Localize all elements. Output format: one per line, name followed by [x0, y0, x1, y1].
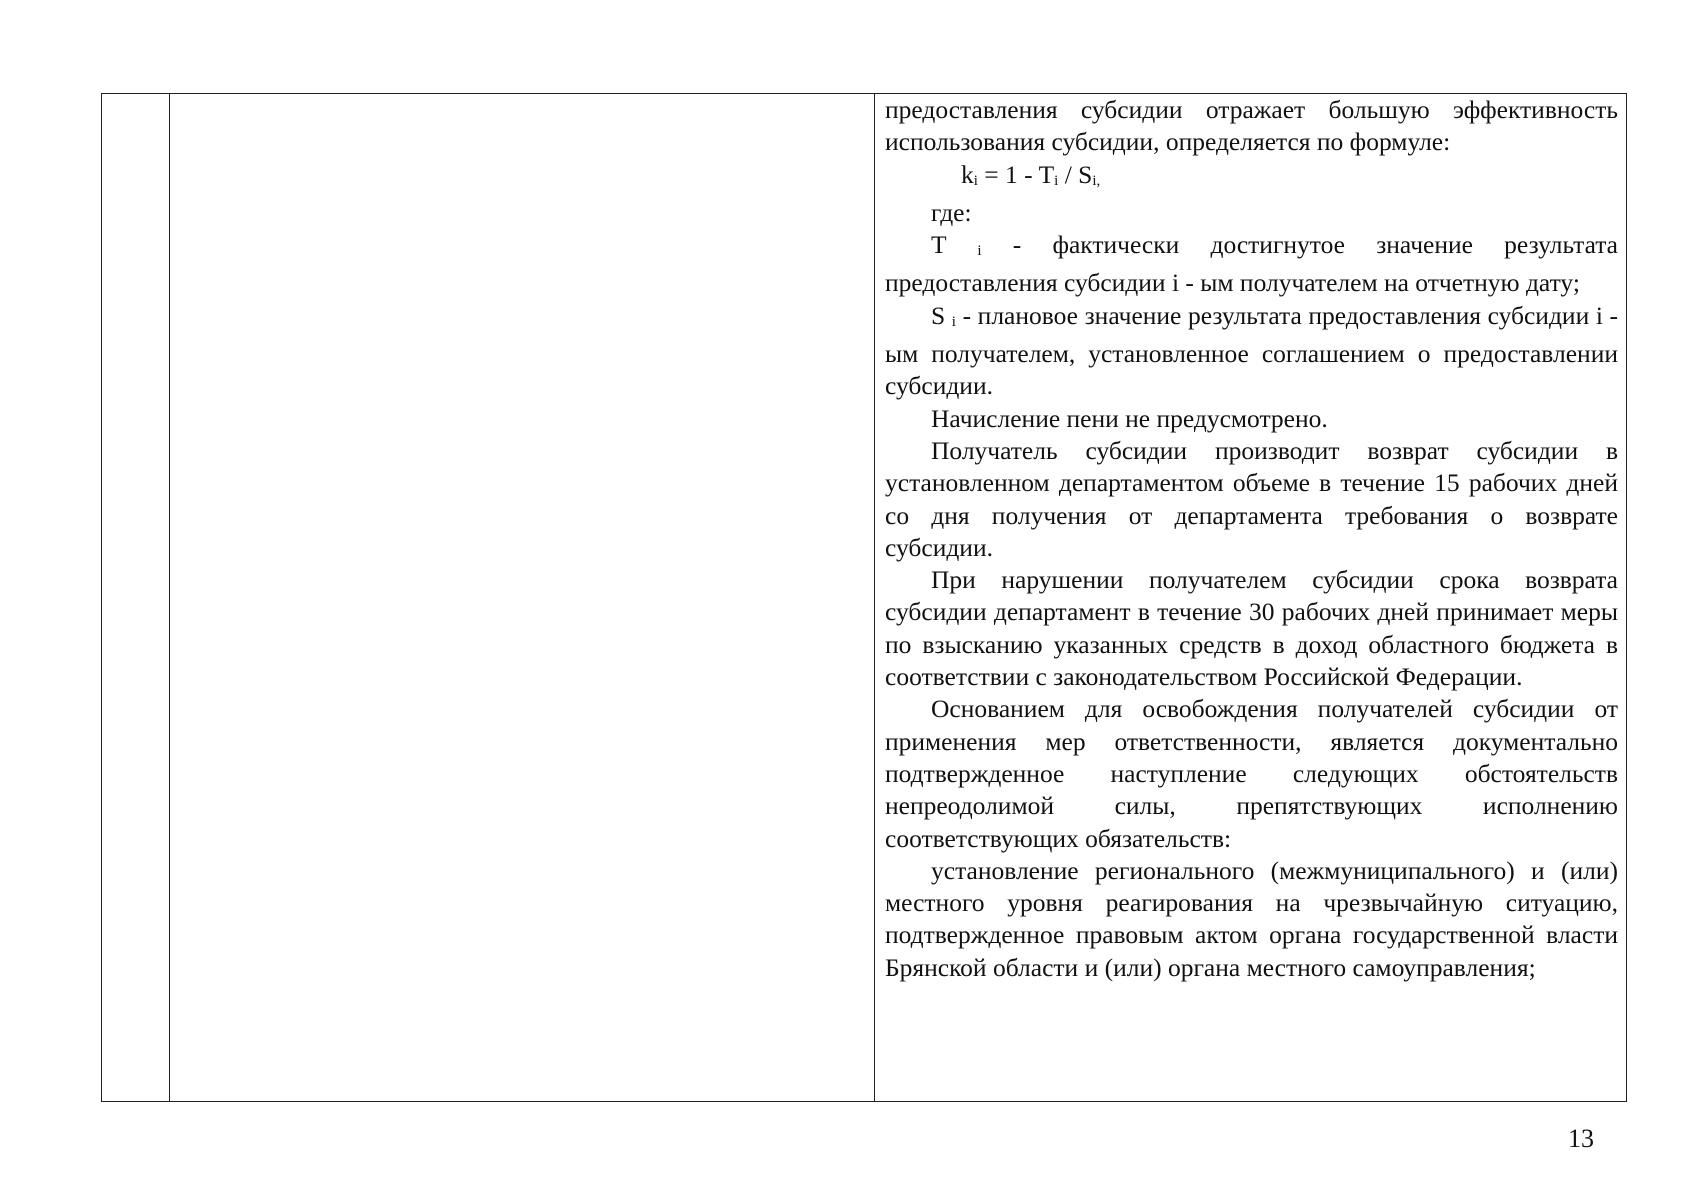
column-divider-content [874, 94, 875, 1101]
refund-paragraph: Получатель субсидии производит возврат субсидии в установленном департаментом объеме в течение 15 рабочих дней со дня получения от департамента требования о возврате субсидии. [885, 435, 1618, 562]
t-definition: T $_i$ - фактически достигнутое значение результата предоставления субсидии i - ым получателем на отчетную дату; [885, 230, 1618, 298]
violation-paragraph: При нарушении получателем субсидии срока возврата субсидии департамент в течение 30 рабочих дней принимает меры по взысканию указанных средств в доход областного бюджета в соответствии с законодательством Российской Федерации. [885, 565, 1618, 692]
exemption-paragraph: Основанием для освобождения получателей субсидии от применения мер ответственности, является документально подтвержденное наступление следующих обстоятельств непреодолимой силы, препятствующих исполнению соответствующих обязательств: [885, 694, 1618, 853]
table-text-cell [885, 94, 1618, 984]
penalty-paragraph: Начисление пени не предусмотрено. [931, 403, 1328, 433]
page-number: 13 [1568, 1124, 1594, 1153]
column-divider-number [169, 94, 170, 1101]
intro-paragraph: предоставления субсидии отражает большую эффективность использования субсидии, определяется по формуле: [885, 95, 1618, 157]
document-table [101, 93, 1627, 1102]
where-label: где: [931, 197, 972, 227]
emergency-paragraph: установление регионального (межмуниципального) и (или) местного уровня реагирования на чрезвычайную ситуацию, подтвержденное правовым актом органа государственной власти Брянской области и (или) органа местного самоуправления; [885, 855, 1618, 982]
s-definition: S $_i$ - плановое значение результата предоставления субсидии i - ым получателем, установленное соглашением о предоставлении субсидии. [885, 300, 1619, 401]
formula: $k_i = 1 - T_i / S_{i,}$ [961, 159, 1101, 189]
